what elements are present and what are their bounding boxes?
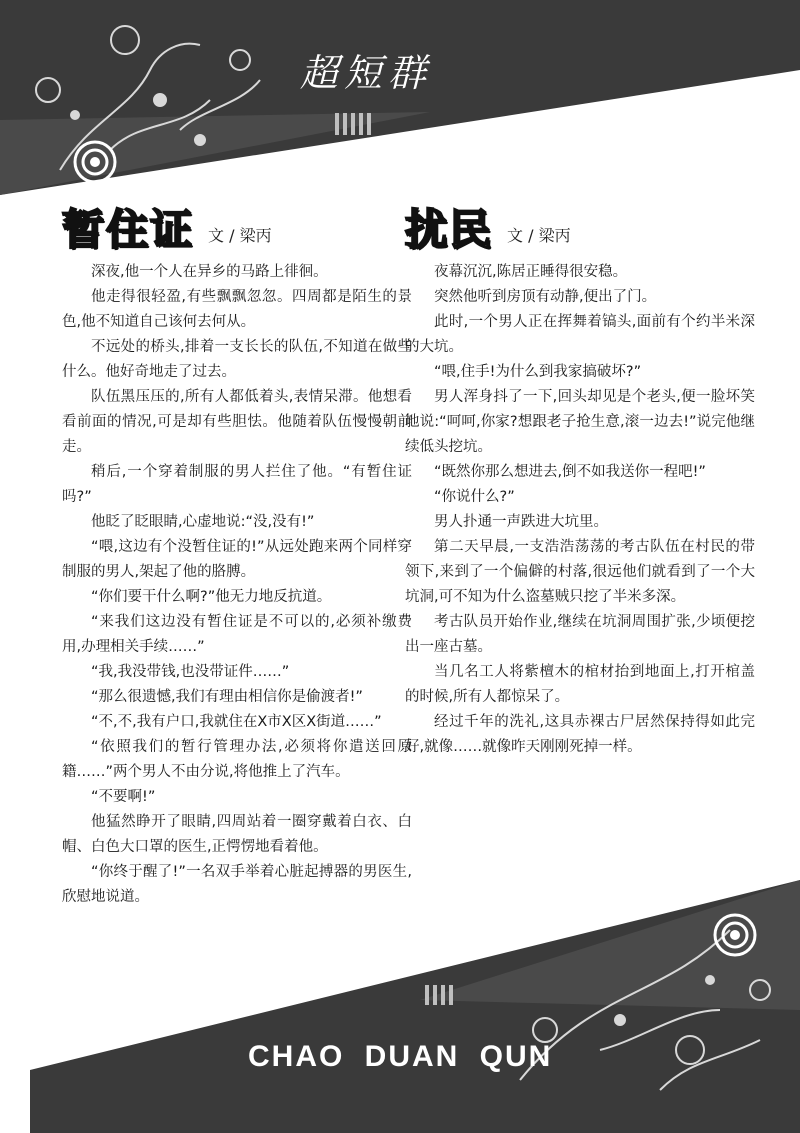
paragraph: 第二天早晨,一支浩浩荡荡的考古队伍在村民的带领下,来到了一个偏僻的村落,很远他们就看到了一个大坑洞,可不知为什么盗墓贼只挖了半米多深。 [405, 539, 755, 605]
paragraph: “你说什么?” [434, 489, 515, 505]
paragraph: “你终于醒了!”一名双手举着心脏起搏器的男医生,欣慰地说道。 [62, 864, 412, 905]
story-column-right [405, 200, 755, 760]
paragraph: 深夜,他一个人在异乡的马路上徘徊。 [91, 264, 328, 280]
story-title-row [405, 200, 755, 254]
paragraph: “我,我没带钱,也没带证件……” [91, 664, 290, 680]
paragraph: “那么很遗憾,我们有理由相信你是偷渡者!” [91, 689, 363, 705]
paragraph: 他猛然睁开了眼睛,四周站着一圈穿戴着白衣、白帽、白色大口罩的医生,正愕愣地看着他。 [62, 814, 412, 855]
paragraph: 当几名工人将紫檀木的棺材抬到地面上,打开棺盖的时候,所有人都惊呆了。 [405, 664, 755, 705]
section-title: 超短群 [300, 51, 433, 95]
paragraph: “不,不,我有户口,我就住在X市X区X街道……” [91, 714, 382, 730]
paragraph: “不要啊!” [91, 789, 156, 805]
paragraph: 考古队员开始作业,继续在坑洞周围扩张,少顷便挖出一座古墓。 [405, 614, 755, 655]
paragraph: “依照我们的暂行管理办法,必须将你遣送回原籍……”两个男人不由分说,将他推上了汽车。 [62, 739, 412, 780]
story-column-left [62, 200, 412, 910]
paragraph: 经过千年的洗礼,这具赤裸古尸居然保持得如此完好,就像……就像昨天刚刚死掉一样。 [405, 714, 755, 755]
story-byline: 文 / 梁丙 [208, 226, 272, 245]
footer-title: CHAO DUAN QUN [248, 1040, 553, 1073]
story-title: 扰民 [405, 205, 494, 254]
story-title: 暂住证 [62, 205, 195, 254]
paragraph: “喂,这边有个没暂住证的!”从远处跑来两个同样穿制服的男人,架起了他的胳膊。 [62, 539, 412, 580]
paragraph: 他走得很轻盈,有些飘飘忽忽。四周都是陌生的景色,他不知道自己该何去何从。 [62, 289, 412, 330]
paragraph: “既然你那么想进去,倒不如我送你一程吧!” [434, 464, 706, 480]
paragraph: 不远处的桥头,排着一支长长的队伍,不知道在做些什么。他好奇地走了过去。 [62, 339, 412, 380]
paragraph: 队伍黑压压的,所有人都低着头,表情呆滞。他想看看前面的情况,可是却有些胆怯。他随着队伍慢慢朝前走。 [62, 389, 412, 455]
story-byline: 文 / 梁丙 [507, 226, 571, 245]
paragraph: “你们要干什么啊?”他无力地反抗道。 [91, 589, 332, 605]
paragraph: “来我们这边没有暂住证是不可以的,必须补缴费用,办理相关手续……” [62, 614, 412, 655]
paragraph: 突然他听到房顶有动静,便出了门。 [434, 289, 657, 305]
paragraph: 稍后,一个穿着制服的男人拦住了他。“有暂住证吗?” [62, 464, 412, 505]
paragraph: “喂,住手!为什么到我家搞破坏?” [434, 364, 642, 380]
paragraph: 男人扑通一声跌进大坑里。 [434, 514, 608, 530]
paragraph: 男人浑身抖了一下,回头却见是个老头,便一脸坏笑地说:“呵呵,你家?想跟老子抢生意,滚一边去!”说完他继续低头挖坑。 [405, 389, 755, 455]
paragraph: 夜幕沉沉,陈居正睡得很安稳。 [434, 264, 628, 280]
story-title-row [62, 200, 412, 254]
paragraph: 他眨了眨眼睛,心虚地说:“没,没有!” [91, 514, 315, 530]
paragraph: 此时,一个男人正在挥舞着镐头,面前有个约半米深的大坑。 [405, 314, 755, 355]
